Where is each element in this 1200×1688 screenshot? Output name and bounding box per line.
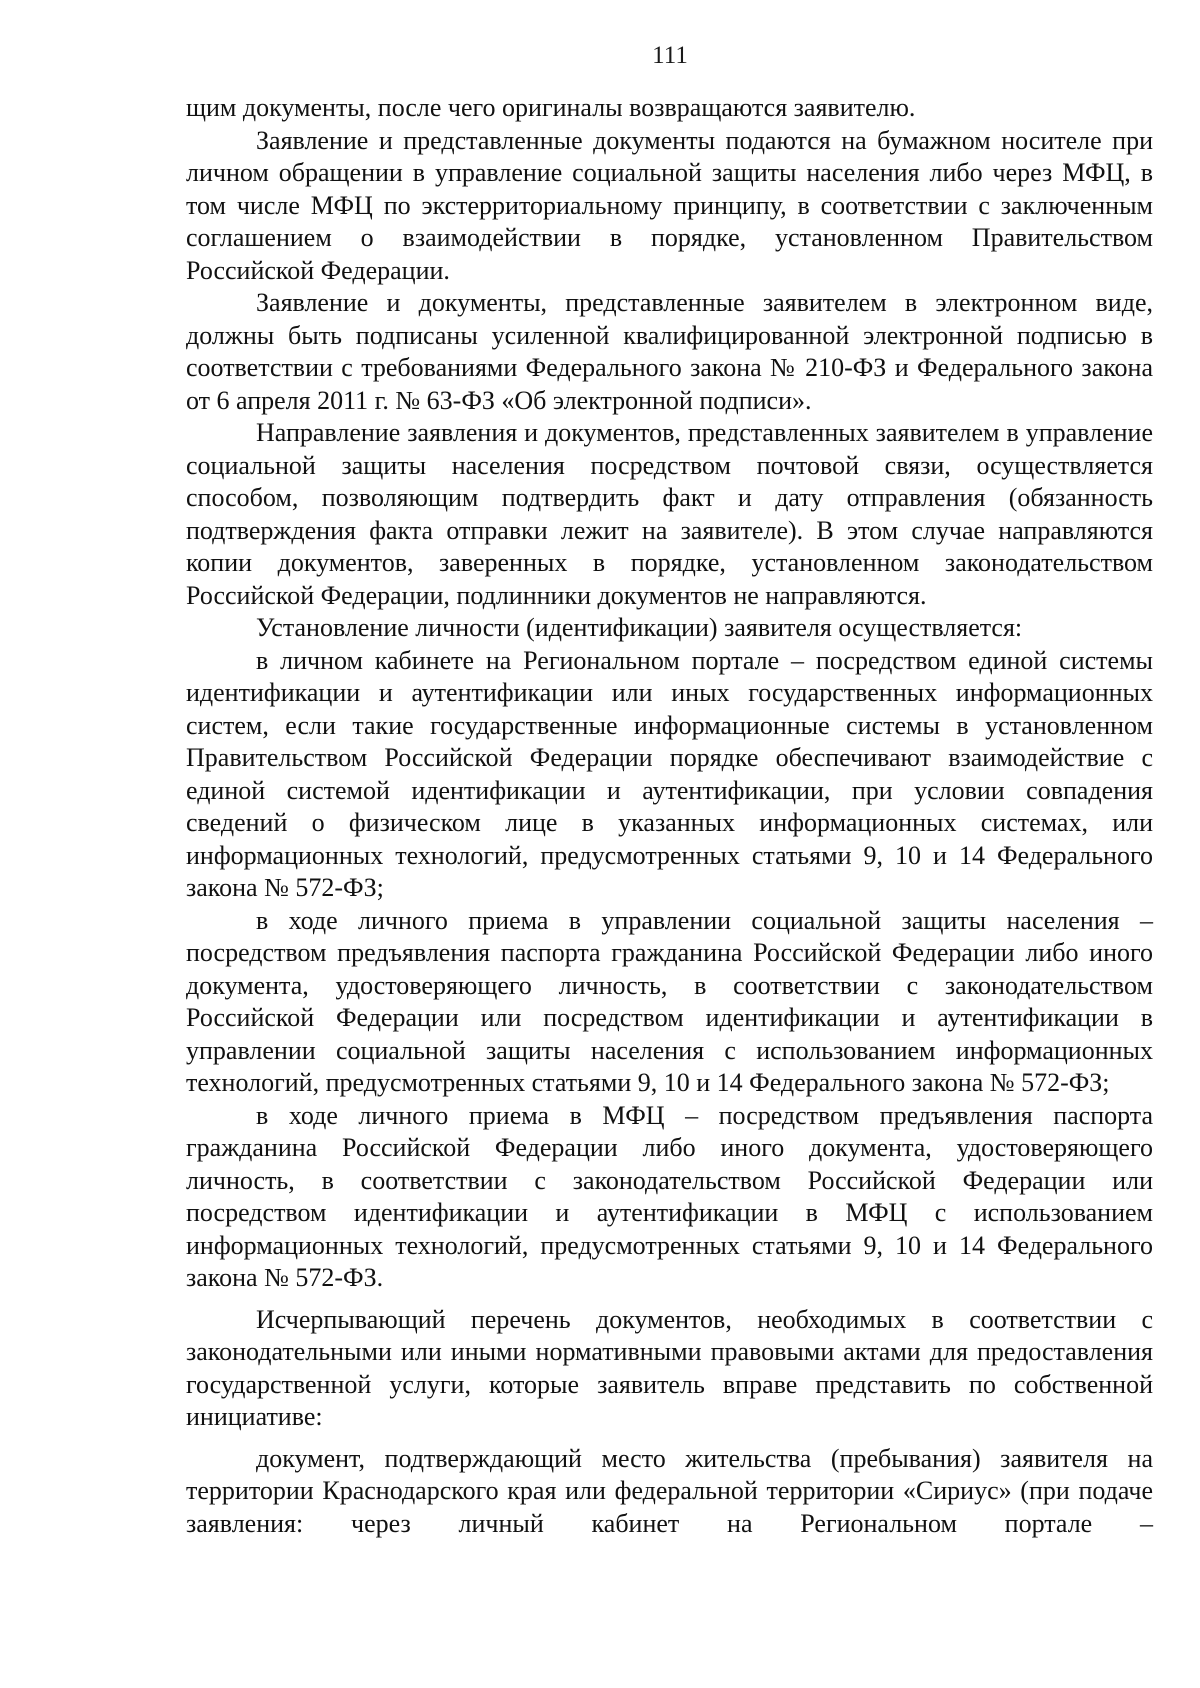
page-number: 111 <box>652 42 688 69</box>
paragraph-continuation: щим документы, после чего оригиналы возвращаются заявителю. <box>186 93 916 122</box>
paragraph-postal-submission: Направление заявления и документов, представленных заявителем в управление социальной защиты населения посредством почтовой связи, осуществляется способом, позволяющим подтвердить факт и дату отправления (обязанность подтверждения факта отправки лежит на заявителе). В этом случае направляются копии документов, заверенных в порядке, установленном законодательством Российской Федерации, подлинники документов не направляются. <box>186 418 1153 610</box>
paragraph-identification-portal: в личном кабинете на Региональном портале – посредством единой системы идентификации и аутентификации или иных государственных информационных систем, если такие государственные информационные системы в установленном Правительством Российской Федерации порядке обеспечивают взаимодействие с единой системой идентификации и аутентификации, при условии совпадения сведений о физическом лице в указанных информационных системах, или информационных технологий, предусмотренных статьями 9, 10 и 14 Федерального закона № 572-ФЗ; <box>186 645 1153 902</box>
paragraph-optional-documents: Исчерпывающий перечень документов, необходимых в соответствии с законодательными или иными нормативными правовыми актами для предоставления государственной услуги, которые заявитель вправе представить по собственной инициативе: <box>186 1304 1153 1431</box>
paragraph-identification-mfc: в ходе личного приема в МФЦ – посредством предъявления паспорта гражданина Российской Федерации либо иного документа, удостоверяющего личность, в соответствии с законодательством Российской Федерации или посредством идентификации и аутентификации в МФЦ с использованием информационных технологий, предусмотренных статьями 9, 10 и 14 Федерального закона № 572-ФЗ. <box>186 1100 1153 1292</box>
paragraph-identification-intro: Установление личности (идентификации) заявителя осуществляется: <box>256 613 1023 642</box>
paragraph-residence-document: документ, подтверждающий место жительства (пребывания) заявителя на территории Краснодарского края или федеральной территории «Сириус» (при подаче заявления: через личный кабинет на Региональном портале – <box>186 1443 1153 1538</box>
paragraph-paper-submission: Заявление и представленные документы подаются на бумажном носителе при личном обращении в управление социальной защиты населения либо через МФЦ, в том числе МФЦ по экстерриториальному принципу, в соответствии с заключенным соглашением о взаимодействии в порядке, установленном Правительством Российской Федерации. <box>186 125 1153 285</box>
document-body <box>186 92 1153 1540</box>
paragraph-electronic-signature: Заявление и документы, представленные заявителем в электронном виде, должны быть подписаны усиленной квалифицированной электронной подписью в соответствии с требованиями Федерального закона № 210-ФЗ и Федерального закона от 6 апреля 2011 г. № 63-ФЗ «Об электронной подписи». <box>186 288 1153 415</box>
paragraph-identification-social-office: в ходе личного приема в управлении социальной защиты населения – посредством предъявления паспорта гражданина Российской Федерации либо иного документа, удостоверяющего личность, в соответствии с законодательством Российской Федерации или посредством идентификации и аутентификации в управлении социальной защиты населения с использованием информационных технологий, предусмотренных статьями 9, 10 и 14 Федерального закона № 572-ФЗ; <box>186 905 1153 1097</box>
